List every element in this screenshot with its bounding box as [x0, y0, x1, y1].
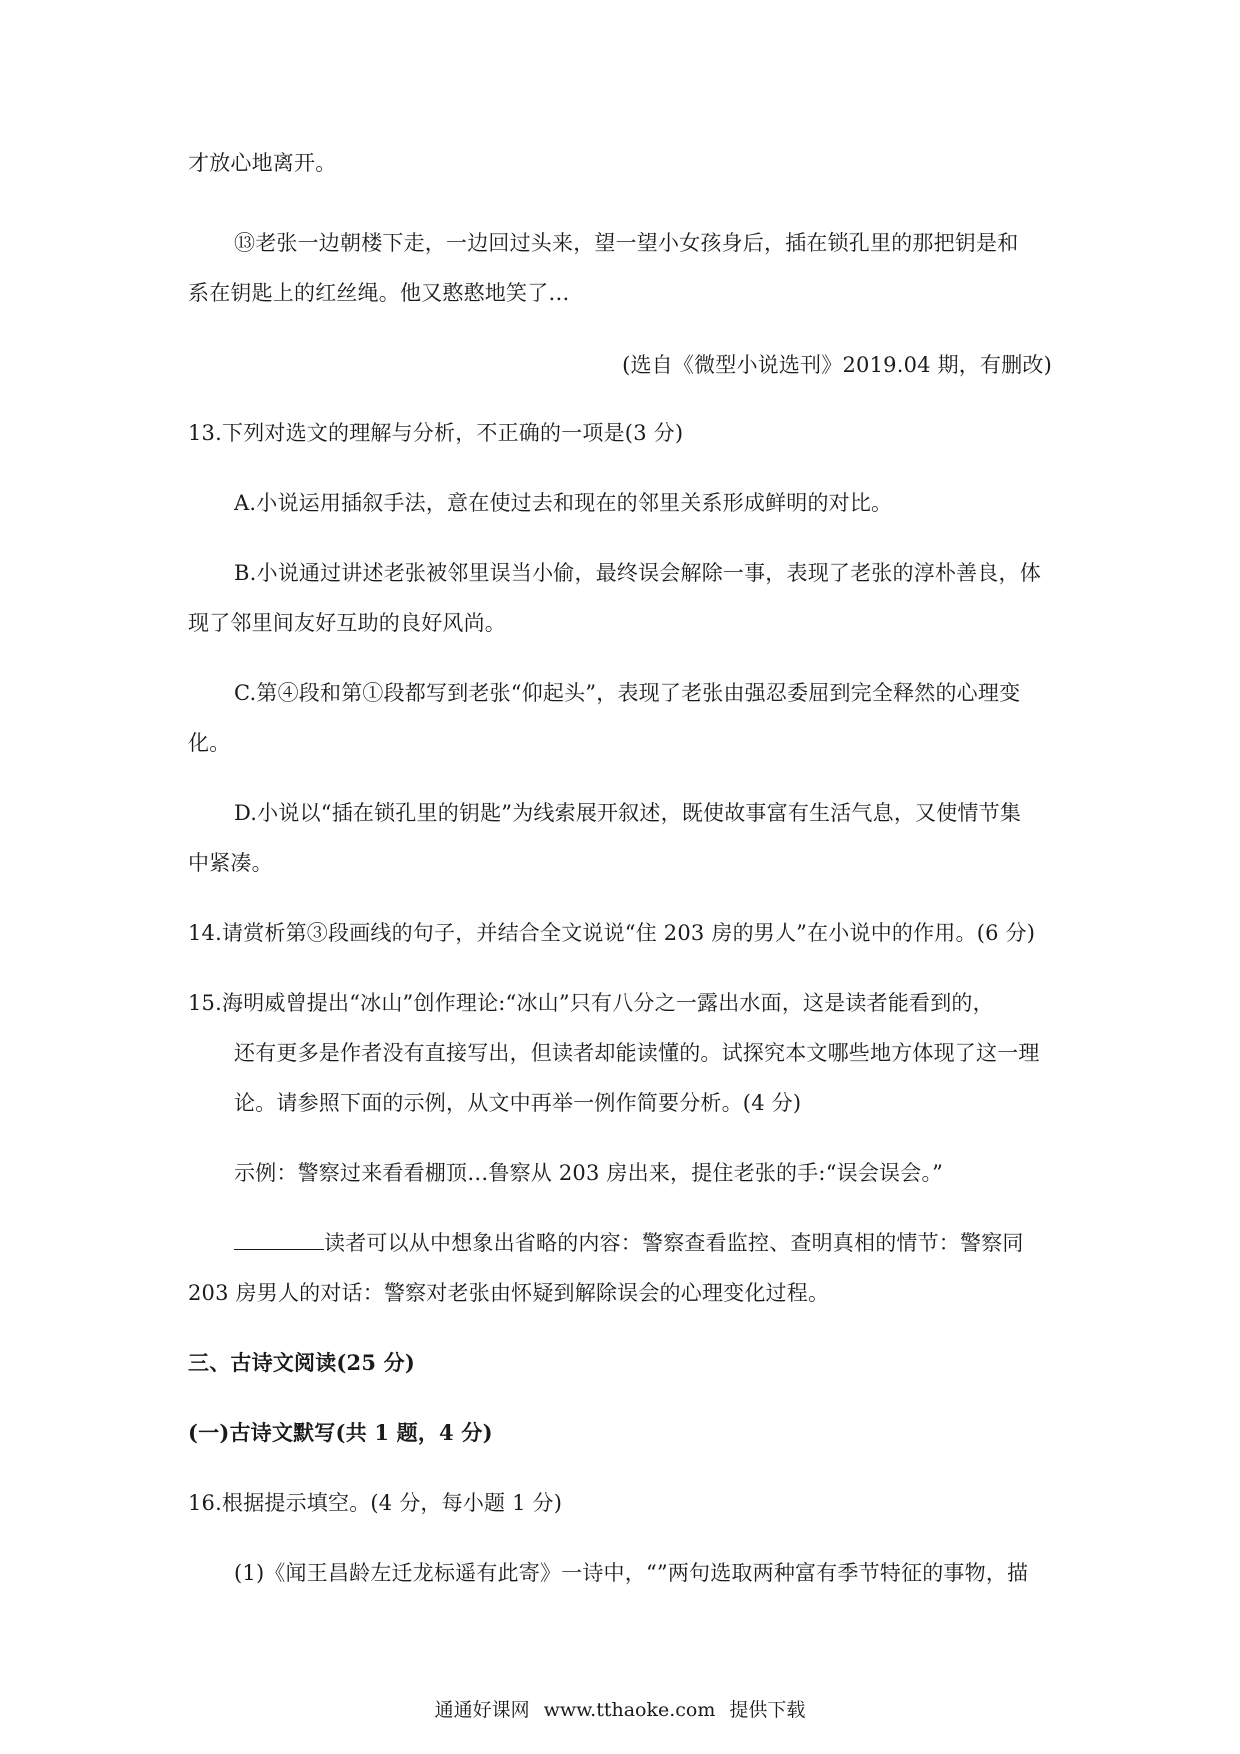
section-3-subsection-1-title: (一)古诗文默写(共 1 题，4 分) [188, 1420, 493, 1445]
footer-suffix: 提供下载 [729, 1699, 806, 1721]
footer-site-name: 通通好课网 [434, 1699, 530, 1721]
question-15-stem-line-2: 还有更多是作者没有直接写出，但读者却能读懂的。试探究本文哪些地方体现了这一理 [234, 1041, 1040, 1065]
question-13-option-b-line-1: B.小说通过讲述老张被邻里误当小偷，最终误会解除一事，表现了老张的淳朴善良，体 [234, 561, 1041, 585]
question-13-option-b-line-2: 现了邻里间友好互助的良好风尚。 [188, 611, 506, 635]
story-source: (选自《微型小说选刊》2019.04 期，有删改) [622, 353, 1052, 377]
answer-blank[interactable] [234, 1229, 324, 1250]
page-footer [0, 1696, 1240, 1724]
question-15-analysis-text: 读者可以从中想象出省略的内容：警察查看监控、查明真相的情节：警察同 [324, 1231, 1024, 1255]
question-15-analysis-line-2: 203 房男人的对话：警察对老张由怀疑到解除误会的心理变化过程。 [188, 1281, 830, 1305]
question-16-stem: 16.根据提示填空。(4 分，每小题 1 分) [188, 1491, 563, 1515]
footer-url[interactable]: www.tthaoke.com [543, 1699, 716, 1721]
story-paragraph-13-line-2: 系在钥匙上的红丝绳。他又憨憨地笑了… [188, 281, 570, 305]
question-14-stem: 14.请赏析第③段画线的句子，并结合全文说说“住 203 房的男人”在小说中的作用。(6 分) [188, 921, 1036, 945]
question-13-option-c-line-1: C.第④段和第①段都写到老张“仰起头”，表现了老张由强忍委屈到完全释然的心理变 [234, 681, 1021, 705]
question-15-analysis-line-1 [234, 1228, 1024, 1258]
section-3-title: 三、古诗文阅读(25 分) [188, 1350, 416, 1375]
question-13-stem: 13.下列对选文的理解与分析，不正确的一项是(3 分) [188, 421, 684, 445]
question-15-example: 示例：警察过来看看棚顶…鲁察从 203 房出来，提住老张的手:“误会误会。” [234, 1161, 944, 1185]
question-15-stem-line-3: 论。请参照下面的示例，从文中再举一例作简要分析。(4 分) [234, 1091, 802, 1115]
question-13-option-d-line-1: D.小说以“插在锁孔里的钥匙”为线索展开叙述，既使故事富有生活气息，又使情节集 [234, 801, 1022, 825]
question-15-stem-line-1: 15.海明威曾提出“冰山”创作理论:“冰山”只有八分之一露出水面，这是读者能看到的， [188, 991, 994, 1015]
question-13-option-d-line-2: 中紧凑。 [188, 851, 273, 875]
story-paragraph-12-end: 才放心地离开。 [188, 151, 337, 175]
question-13-option-a: A.小说运用插叙手法，意在使过去和现在的邻里关系形成鲜明的对比。 [234, 491, 893, 515]
question-16-item-1: (1)《闻王昌龄左迁龙标遥有此寄》一诗中，“”两句选取两种富有季节特征的事物，描 [234, 1561, 1029, 1585]
question-13-option-c-line-2: 化。 [188, 731, 231, 755]
story-paragraph-13-line-1: ⑬老张一边朝楼下走，一边回过头来，望一望小女孩身后，插在锁孔里的那把钥是和 [234, 231, 1019, 255]
